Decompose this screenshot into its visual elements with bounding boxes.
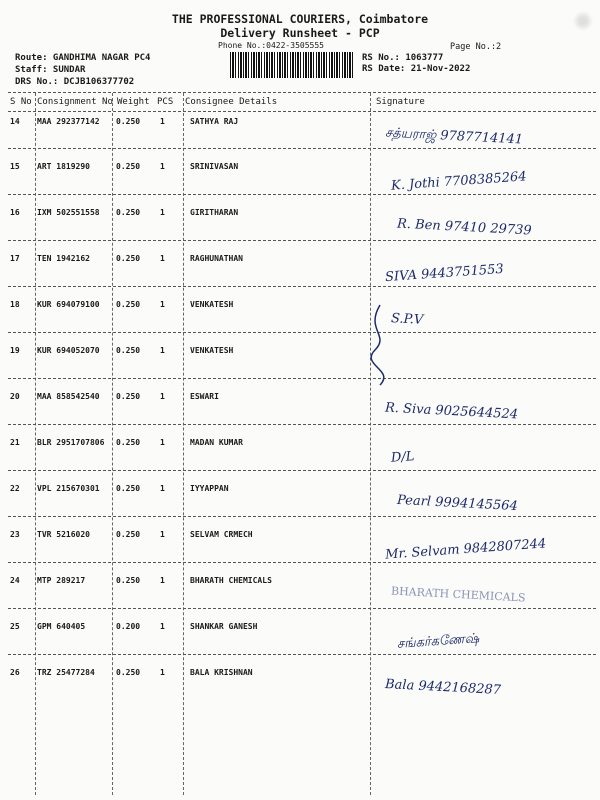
col-header-weight: Weight	[117, 97, 150, 107]
header-top-rule	[8, 92, 596, 93]
row-consignee: SRINIVASAN	[190, 162, 239, 171]
handwritten-signature: Pearl 9994145564	[396, 492, 519, 515]
row-consignment-no: KUR 694079100	[37, 300, 100, 309]
rs-date: RS Date: 21-Nov-2022	[362, 64, 471, 74]
row-consignee: MADAN KUMAR	[190, 438, 243, 447]
row-weight: 0.250	[116, 438, 141, 447]
row-separator	[8, 470, 596, 471]
handwritten-signature: சங்கர்கணேஷ்	[396, 631, 480, 652]
route: Route: GANDHIMA NAGAR PC4	[15, 53, 151, 63]
row-consignee: SELVAM CRMECH	[190, 530, 253, 539]
row-separator	[8, 562, 596, 563]
row-consignee: BALA KRISHNAN	[190, 668, 253, 677]
row-separator	[8, 148, 596, 149]
row-weight: 0.250	[116, 576, 141, 585]
row-consignment-no: MTP 289217	[37, 576, 86, 585]
row-sno: 26	[10, 668, 20, 677]
row-pcs: 1	[160, 254, 165, 263]
col-divider	[35, 93, 36, 795]
handwritten-signature: D/L	[390, 449, 415, 466]
sheet-title: Delivery Runsheet - PCP	[220, 26, 380, 40]
row-consignment-no: MAA 292377142	[37, 117, 100, 126]
row-sno: 19	[10, 346, 20, 355]
handwritten-signature: Mr. Selvam 9842807244	[384, 536, 547, 563]
row-pcs: 1	[160, 162, 165, 171]
row-consignment-no: IXM 502551558	[37, 208, 100, 217]
row-pcs: 1	[160, 484, 165, 493]
row-separator	[8, 608, 596, 609]
row-separator	[8, 240, 596, 241]
signature-scribble	[360, 300, 420, 390]
col-divider	[183, 93, 184, 795]
col-header-pcs: PCS	[157, 97, 174, 107]
row-sno: 20	[10, 392, 20, 401]
row-consignment-no: TEN 1942162	[37, 254, 90, 263]
col-divider	[112, 93, 113, 795]
row-sno: 16	[10, 208, 20, 217]
row-consignee: RAGHUNATHAN	[190, 254, 243, 263]
row-weight: 0.250	[116, 162, 141, 171]
row-sno: 23	[10, 530, 20, 539]
rs-number: RS No.: 1063777	[362, 53, 444, 63]
row-consignment-no: MAA 858542540	[37, 392, 100, 401]
row-separator	[8, 194, 596, 195]
row-consignment-no: ART 1819290	[37, 162, 90, 171]
company-name: THE PROFESSIONAL COURIERS, Coimbatore	[171, 12, 429, 26]
row-sno: 17	[10, 254, 20, 263]
row-separator	[8, 286, 596, 287]
row-weight: 0.250	[116, 484, 141, 493]
row-sno: 15	[10, 162, 20, 171]
row-sno: 24	[10, 576, 20, 585]
row-consignee: BHARATH CHEMICALS	[190, 576, 272, 585]
row-consignee: SHANKAR GANESH	[190, 622, 258, 631]
row-consignment-no: VPL 215670301	[37, 484, 100, 493]
row-pcs: 1	[160, 392, 165, 401]
handwritten-signature: R. Ben 97410 29739	[396, 216, 532, 239]
handwritten-signature: சத்யராஜ் 9787714141	[384, 125, 524, 148]
row-pcs: 1	[160, 346, 165, 355]
row-weight: 0.250	[116, 530, 141, 539]
row-separator	[8, 516, 596, 517]
handwritten-signature: BHARATH CHEMICALS	[390, 584, 526, 605]
header-bottom-rule	[8, 111, 596, 112]
row-weight: 0.200	[116, 622, 141, 631]
row-consignee: IYYAPPAN	[190, 484, 229, 493]
handwritten-signature: Bala 9442168287	[384, 676, 502, 699]
handwritten-signature: R. Siva 9025644524	[384, 400, 519, 423]
row-pcs: 1	[160, 300, 165, 309]
row-consignment-no: GPM 640405	[37, 622, 86, 631]
handwritten-signature: K. Jothi 7708385264	[390, 169, 527, 194]
row-consignee: ESWARI	[190, 392, 219, 401]
row-separator	[8, 378, 596, 379]
phone-number: Phone No.:0422-3505555	[218, 41, 324, 50]
row-consignment-no: KUR 694052070	[37, 346, 100, 355]
row-pcs: 1	[160, 117, 165, 126]
row-weight: 0.250	[116, 300, 141, 309]
row-weight: 0.250	[116, 208, 141, 217]
row-weight: 0.250	[116, 254, 141, 263]
row-separator	[8, 332, 596, 333]
row-sno: 14	[10, 117, 20, 126]
row-pcs: 1	[160, 668, 165, 677]
col-divider	[370, 93, 371, 795]
col-header-consignment: Consignment No	[37, 97, 113, 107]
row-pcs: 1	[160, 438, 165, 447]
row-pcs: 1	[160, 622, 165, 631]
row-weight: 0.250	[116, 668, 141, 677]
row-consignee: SATHYA RAJ	[190, 117, 239, 126]
row-sno: 25	[10, 622, 20, 631]
handwritten-signature: SIVA 9443751553	[384, 261, 505, 286]
handwritten-signature: S.P.V	[390, 311, 424, 328]
row-pcs: 1	[160, 530, 165, 539]
row-sno: 18	[10, 300, 20, 309]
row-separator	[8, 424, 596, 425]
company-title	[0, 12, 600, 40]
row-weight: 0.250	[116, 117, 141, 126]
barcode	[230, 52, 353, 78]
row-weight: 0.250	[116, 346, 141, 355]
row-consignment-no: BLR 2951707806	[37, 438, 105, 447]
row-sno: 21	[10, 438, 20, 447]
row-sno: 22	[10, 484, 20, 493]
col-header-sno: S No	[10, 97, 32, 107]
row-consignee: VENKATESH	[190, 300, 234, 309]
row-pcs: 1	[160, 576, 165, 585]
col-header-consignee: Consignee Details	[185, 97, 278, 107]
page-number: Page No.:2	[450, 42, 502, 52]
col-header-signature: Signature	[376, 97, 425, 107]
drs-number: DRS No.: DCJB106377702	[15, 77, 135, 87]
row-consignment-no: TVR 5216020	[37, 530, 90, 539]
staff: Staff: SUNDAR	[15, 65, 86, 75]
row-consignment-no: TRZ 25477284	[37, 668, 95, 677]
row-consignee: VENKATESH	[190, 346, 234, 355]
row-separator	[8, 654, 596, 655]
row-pcs: 1	[160, 208, 165, 217]
row-weight: 0.250	[116, 392, 141, 401]
row-consignee: GIRITHARAN	[190, 208, 239, 217]
